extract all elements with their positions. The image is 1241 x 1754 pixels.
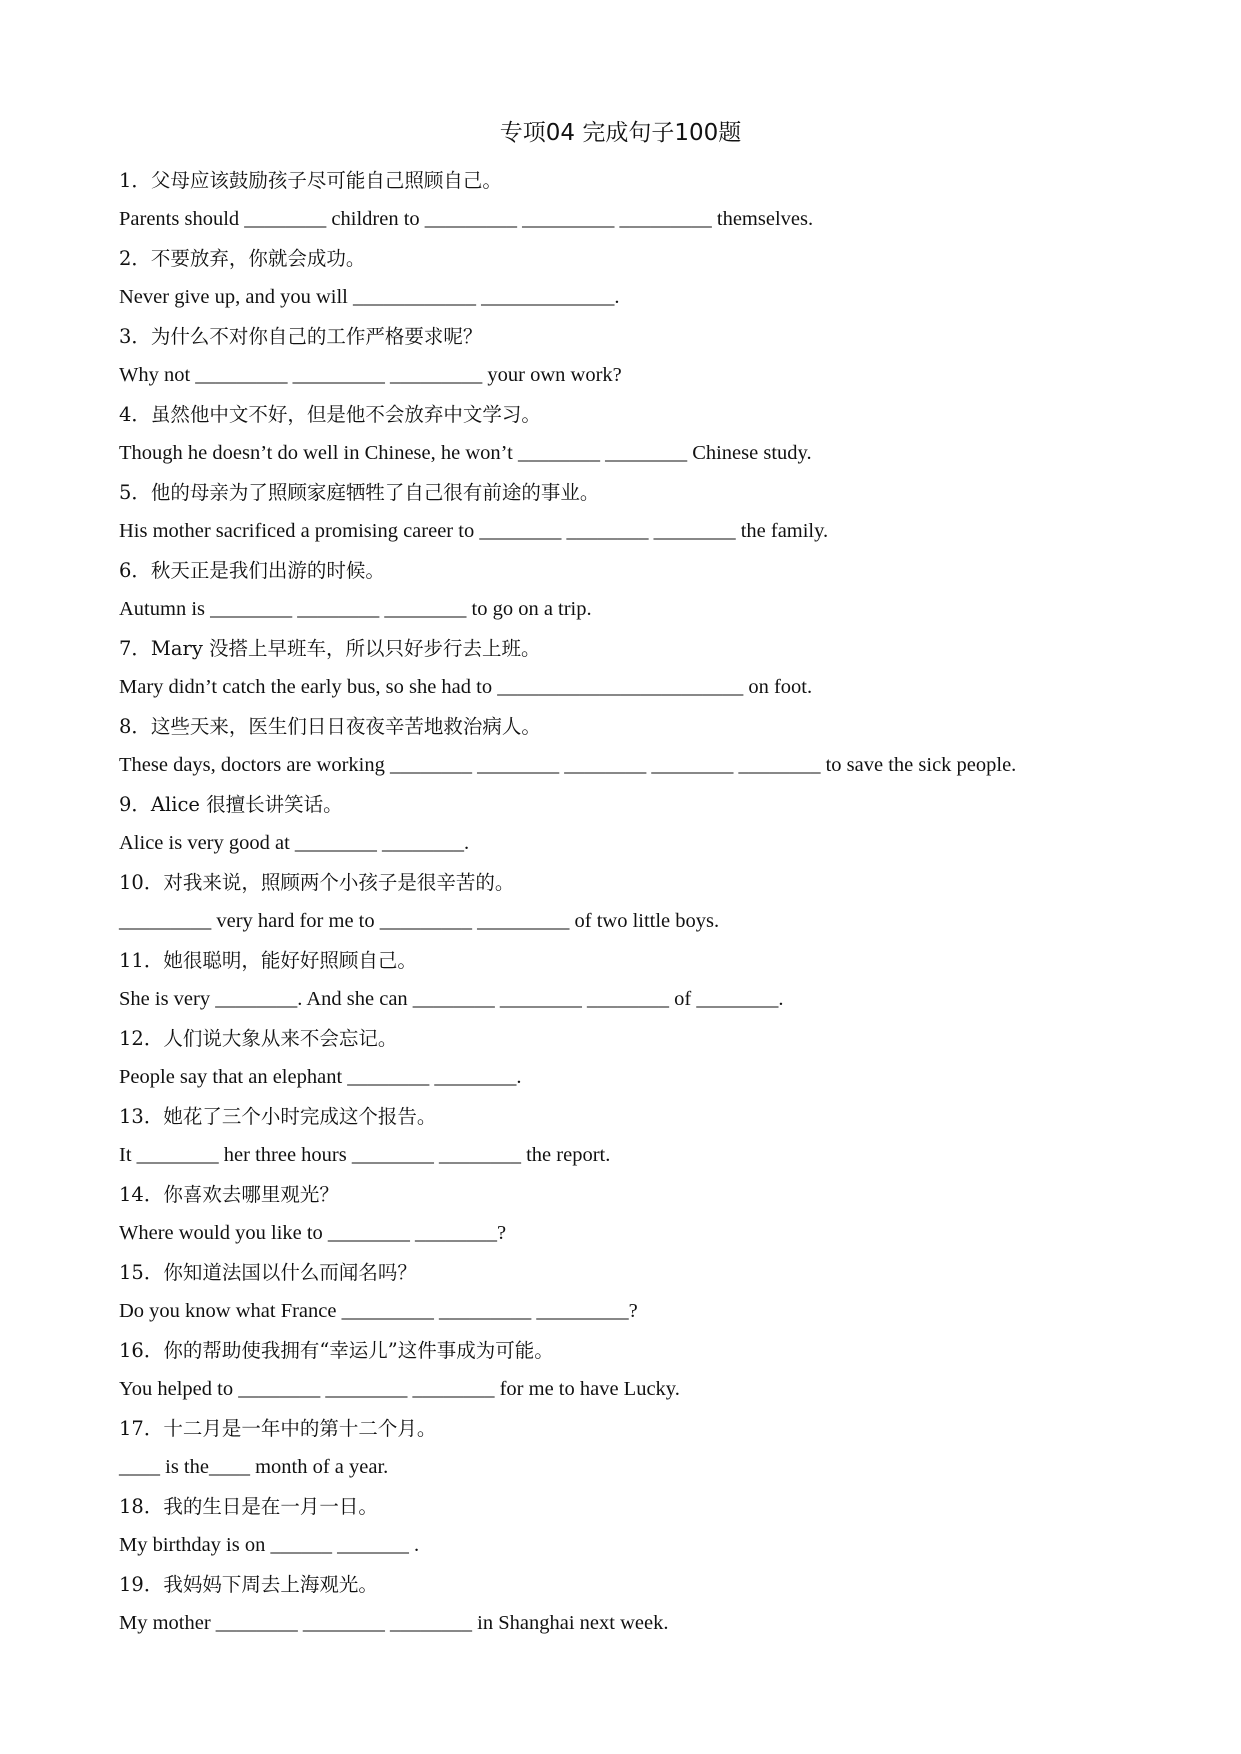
question-item: [119, 1097, 1219, 1175]
question-chinese: 11．她很聪明，能好好照顾自己。: [119, 949, 417, 972]
question-chinese: 10．对我来说，照顾两个小孩子是很辛苦的。: [119, 871, 515, 894]
question-chinese: 2．不要放弃，你就会成功。: [119, 247, 366, 270]
question-chinese: 3．为什么不对你自己的工作严格要求呢？: [119, 325, 483, 348]
question-english: You helped to ________ ________ ________ for me to have Lucky.: [119, 1378, 680, 1400]
question-item: [119, 707, 1219, 785]
question-item: [119, 1175, 1219, 1253]
question-chinese: 9．Alice 很擅长讲笑话。: [119, 793, 343, 816]
question-chinese: 5．他的母亲为了照顾家庭牺牲了自己很有前途的事业。: [119, 481, 600, 504]
question-english: Where would you like to ________ ________?: [119, 1222, 507, 1244]
question-item: [119, 863, 1219, 941]
page-title: 专项04 完成句子100题: [499, 120, 742, 146]
question-english: Never give up, and you will ____________ _____________.: [119, 286, 620, 308]
question-item: [119, 1565, 1219, 1643]
question-english: Alice is very good at ________ ________.: [119, 832, 470, 854]
question-english: Mary didn’t catch the early bus, so she had to ________________________ on foot.: [119, 676, 813, 698]
question-english: Do you know what France _________ _________ _________?: [119, 1300, 638, 1322]
question-english: _________ very hard for me to _________ _________ of two little boys.: [119, 910, 720, 932]
question-chinese: 19．我妈妈下周去上海观光。: [119, 1573, 378, 1596]
question-chinese: 16．你的帮助使我拥有“幸运儿”这件事成为可能。: [119, 1339, 554, 1362]
question-list: [119, 161, 1219, 1643]
question-item: [119, 629, 1219, 707]
question-item: [119, 941, 1219, 1019]
question-item: [119, 1331, 1219, 1409]
question-chinese: 14．你喜欢去哪里观光？: [119, 1183, 339, 1206]
question-chinese: 6．秋天正是我们出游的时候。: [119, 559, 385, 582]
question-item: [119, 1253, 1219, 1331]
question-english: My birthday is on ______ _______ .: [119, 1534, 420, 1556]
question-chinese: 12．人们说大象从来不会忘记。: [119, 1027, 398, 1050]
question-english: Parents should ________ children to _________ _________ _________ themselves.: [119, 208, 814, 230]
question-chinese: 1．父母应该鼓励孩子尽可能自己照顾自己。: [119, 169, 502, 192]
question-chinese: 17．十二月是一年中的第十二个月。: [119, 1417, 437, 1440]
question-item: [119, 551, 1219, 629]
question-item: [119, 239, 1219, 317]
question-english: These days, doctors are working ________ ________ ________ ________ ________ to save the sick people.: [119, 754, 1017, 776]
question-english: It ________ her three hours ________ ________ the report.: [119, 1144, 611, 1166]
question-item: [119, 473, 1219, 551]
question-english: ____ is the____ month of a year.: [119, 1456, 389, 1478]
question-chinese: 4．虽然他中文不好，但是他不会放弃中文学习。: [119, 403, 541, 426]
question-english: My mother ________ ________ ________ in Shanghai next week.: [119, 1612, 669, 1634]
question-item: [119, 1487, 1219, 1565]
question-item: [119, 395, 1219, 473]
question-english: Autumn is ________ ________ ________ to go on a trip.: [119, 598, 592, 620]
question-chinese: 7．Mary 没搭上早班车，所以只好步行去上班。: [119, 637, 541, 660]
question-chinese: 15．你知道法国以什么而闻名吗？: [119, 1261, 417, 1284]
question-item: [119, 317, 1219, 395]
question-item: [119, 785, 1219, 863]
question-english: Though he doesn’t do well in Chinese, he won’t ________ ________ Chinese study.: [119, 442, 812, 464]
question-chinese: 13．她花了三个小时完成这个报告。: [119, 1105, 437, 1128]
question-chinese: 18．我的生日是在一月一日。: [119, 1495, 378, 1518]
question-english: His mother sacrificed a promising career to ________ ________ ________ the family.: [119, 520, 829, 542]
question-english: She is very ________. And she can ________ ________ ________ of ________.: [119, 988, 784, 1010]
question-item: [119, 161, 1219, 239]
question-chinese: 8．这些天来，医生们日日夜夜辛苦地救治病人。: [119, 715, 541, 738]
question-item: [119, 1019, 1219, 1097]
question-english: People say that an elephant ________ ________.: [119, 1066, 522, 1088]
question-item: [119, 1409, 1219, 1487]
question-english: Why not _________ _________ _________ your own work?: [119, 364, 622, 386]
